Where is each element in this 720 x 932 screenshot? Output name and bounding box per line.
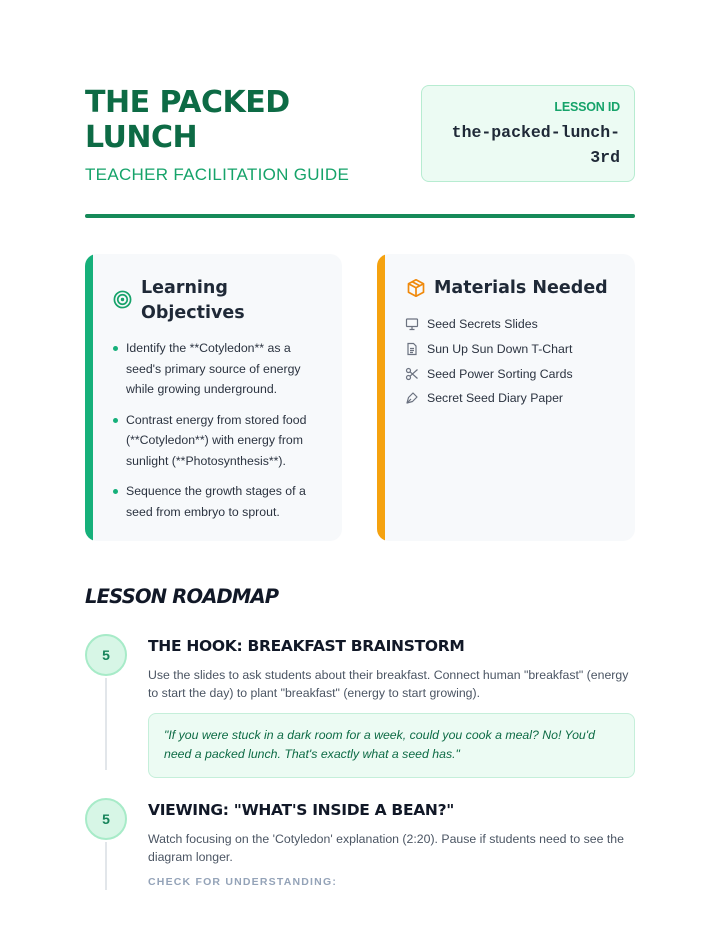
- page-title: THE PACKED LUNCH: [85, 85, 290, 155]
- lesson-id-label: LESSON ID: [554, 100, 620, 114]
- list-item: Secret Seed Diary Paper: [405, 386, 573, 411]
- list-item: Seed Secrets Slides: [405, 312, 573, 337]
- step-quote: "If you were stuck in a dark room for a week, could you cook a meal? No! You'd need a packed lunch. That's exactly what a seed has.": [148, 713, 635, 778]
- header-divider: [85, 214, 635, 218]
- step-title: VIEWING: "WHAT'S INSIDE A BEAN?": [148, 801, 455, 819]
- list-item: Sequence the growth stages of a seed from embryo to sprout.: [113, 481, 323, 522]
- lesson-id-box: [421, 85, 635, 182]
- list-item: Contrast energy from stored food (**Cotyledon**) with energy from sunlight (**Photosynthesis**).: [113, 410, 323, 472]
- step-minutes-badge: 5: [85, 798, 127, 840]
- bullet-dot: [113, 418, 118, 423]
- step-minutes-badge: 5: [85, 634, 127, 676]
- card-accent-bar: [85, 254, 93, 541]
- list-item: Identify the **Cotyledon** as a seed's primary source of energy while growing underground.: [113, 338, 323, 400]
- card-accent-bar: [377, 254, 385, 541]
- pen-icon: [405, 391, 419, 405]
- list-item: Sun Up Sun Down T-Chart: [405, 337, 573, 362]
- page-header: [85, 85, 635, 185]
- lesson-id-value: the-packed-lunch-3rd: [451, 123, 620, 167]
- step-title: THE HOOK: BREAKFAST BRAINSTORM: [148, 637, 465, 655]
- check-for-understanding-label: CHECK FOR UNDERSTANDING:: [148, 876, 338, 888]
- document-icon: [405, 342, 419, 356]
- roadmap-step: [85, 798, 635, 932]
- objectives-list: [113, 338, 323, 532]
- materials-list: [405, 312, 573, 411]
- bullet-dot: [113, 346, 118, 351]
- timeline-line: [105, 842, 107, 890]
- objectives-header: [113, 276, 251, 326]
- step-description: Watch focusing on the 'Cotyledon' explanation (2:20). Pause if students need to see the diagram longer.: [148, 832, 624, 864]
- materials-card: [377, 254, 635, 541]
- roadmap-title: LESSON ROADMAP: [85, 585, 279, 608]
- materials-header: [406, 276, 608, 303]
- roadmap-step: [85, 634, 635, 784]
- timeline-line: [105, 678, 107, 770]
- presentation-icon: [405, 317, 419, 331]
- bullet-dot: [113, 489, 118, 494]
- target-icon: [113, 290, 132, 314]
- materials-title: Materials Needed: [434, 278, 608, 298]
- objectives-title: Learning Objectives: [141, 278, 245, 323]
- list-item: Seed Power Sorting Cards: [405, 361, 573, 386]
- page-subtitle: TEACHER FACILITATION GUIDE: [85, 165, 350, 184]
- box-icon: [406, 278, 426, 303]
- step-description: Use the slides to ask students about their breakfast. Connect human "breakfast" (energy to start the day) to plant "breakfast" (energy to start growing).: [148, 668, 629, 700]
- scissors-icon: [405, 367, 419, 381]
- learning-objectives-card: [85, 254, 342, 541]
